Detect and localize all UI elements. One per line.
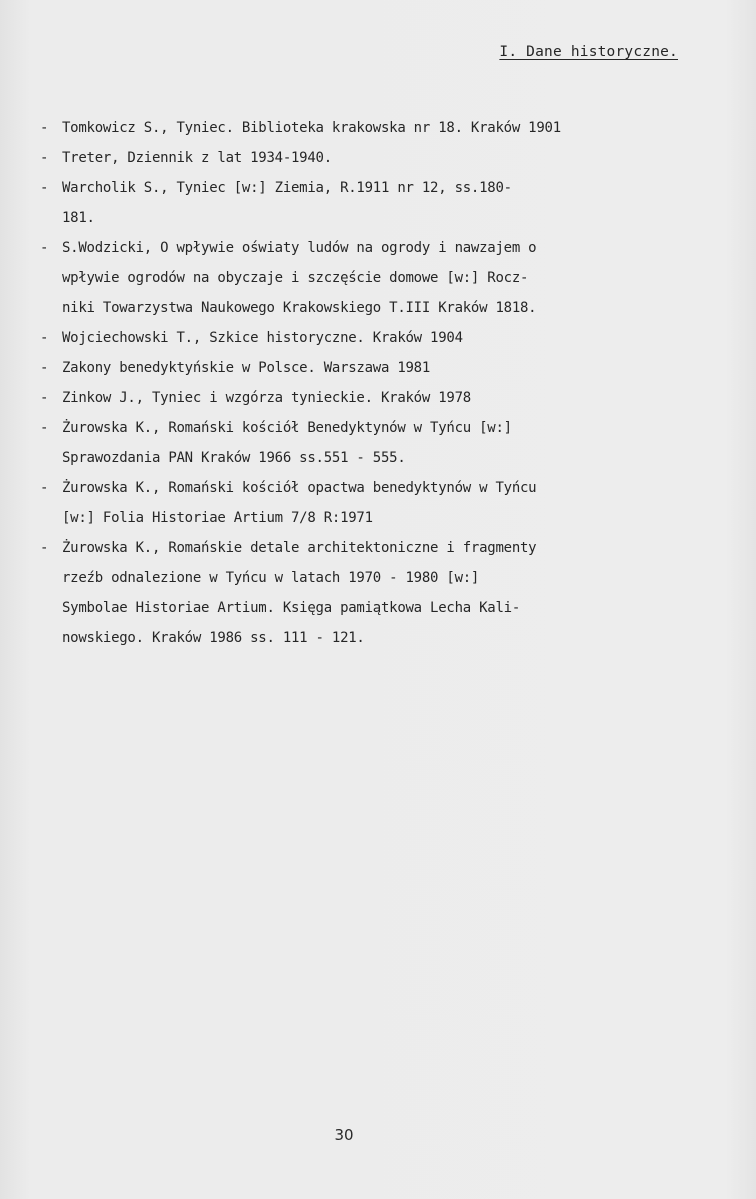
entry-text-line: Symbolae Historiae Artium. Księga pamiątkowa Lecha Kali- xyxy=(62,600,521,616)
bibliography-entry xyxy=(40,233,600,323)
bibliography-entry xyxy=(40,353,600,383)
entry-text-line: Tomkowicz S., Tyniec. Biblioteka krakowska nr 18. Kraków 1901 xyxy=(62,120,561,136)
bibliography-entry xyxy=(40,173,600,233)
entry-dash: - xyxy=(40,240,49,256)
entry-text-line: nowskiego. Kraków 1986 ss. 111 - 121. xyxy=(62,630,365,646)
entry-dash: - xyxy=(40,150,49,166)
entry-text-line: Zakony benedyktyńskie w Polsce. Warszawa 1981 xyxy=(62,360,431,376)
bibliography-list xyxy=(40,113,600,653)
entry-text-line: Sprawozdania PAN Kraków 1966 ss.551 - 555. xyxy=(62,450,406,466)
entry-dash: - xyxy=(40,180,49,196)
entry-dash: - xyxy=(40,360,49,376)
entry-dash: - xyxy=(40,390,49,406)
entry-text-line: Zinkow J., Tyniec i wzgórza tynieckie. Kraków 1978 xyxy=(62,390,471,406)
bibliography-entry xyxy=(40,533,600,653)
bibliography-entry xyxy=(40,143,600,173)
bibliography-entry xyxy=(40,413,600,473)
entry-dash: - xyxy=(40,330,49,346)
entry-dash: - xyxy=(40,480,49,496)
entry-dash: - xyxy=(40,420,49,436)
bibliography-entry xyxy=(40,323,600,353)
entry-text-line: Żurowska K., Romański kościół opactwa benedyktynów w Tyńcu xyxy=(62,480,537,496)
bibliography-entry xyxy=(40,383,600,413)
entry-text-line: S.Wodzicki, O wpływie oświaty ludów na ogrody i nawzajem o xyxy=(62,240,537,256)
entry-text-line: rzeźb odnalezione w Tyńcu w latach 1970 - 1980 [w:] xyxy=(62,570,480,586)
entry-text-line: wpływie ogrodów na obyczaje i szczęście domowe [w:] Rocz- xyxy=(62,270,529,286)
section-header: I. Dane historyczne. xyxy=(499,44,678,60)
entry-text-line: Żurowska K., Romański kościół Benedyktynów w Tyńcu [w:] xyxy=(62,420,512,436)
entry-text-line: niki Towarzystwa Naukowego Krakowskiego T.III Kraków 1818. xyxy=(62,300,537,316)
page-number: 30 xyxy=(334,1126,354,1144)
entry-text-line: 181. xyxy=(62,210,95,226)
bibliography-entry xyxy=(40,473,600,533)
bibliography-entry xyxy=(40,113,600,143)
entry-text-line: Warcholik S., Tyniec [w:] Ziemia, R.1911 nr 12, ss.180- xyxy=(62,180,512,196)
entry-text-line: Żurowska K., Romańskie detale architektoniczne i fragmenty xyxy=(62,540,537,556)
entry-text-line: Treter, Dziennik z lat 1934-1940. xyxy=(62,150,332,166)
entry-dash: - xyxy=(40,540,49,556)
entry-text-line: Wojciechowski T., Szkice historyczne. Kraków 1904 xyxy=(62,330,463,346)
entry-text-line: [w:] Folia Historiae Artium 7/8 R:1971 xyxy=(62,510,373,526)
entry-dash: - xyxy=(40,120,49,136)
